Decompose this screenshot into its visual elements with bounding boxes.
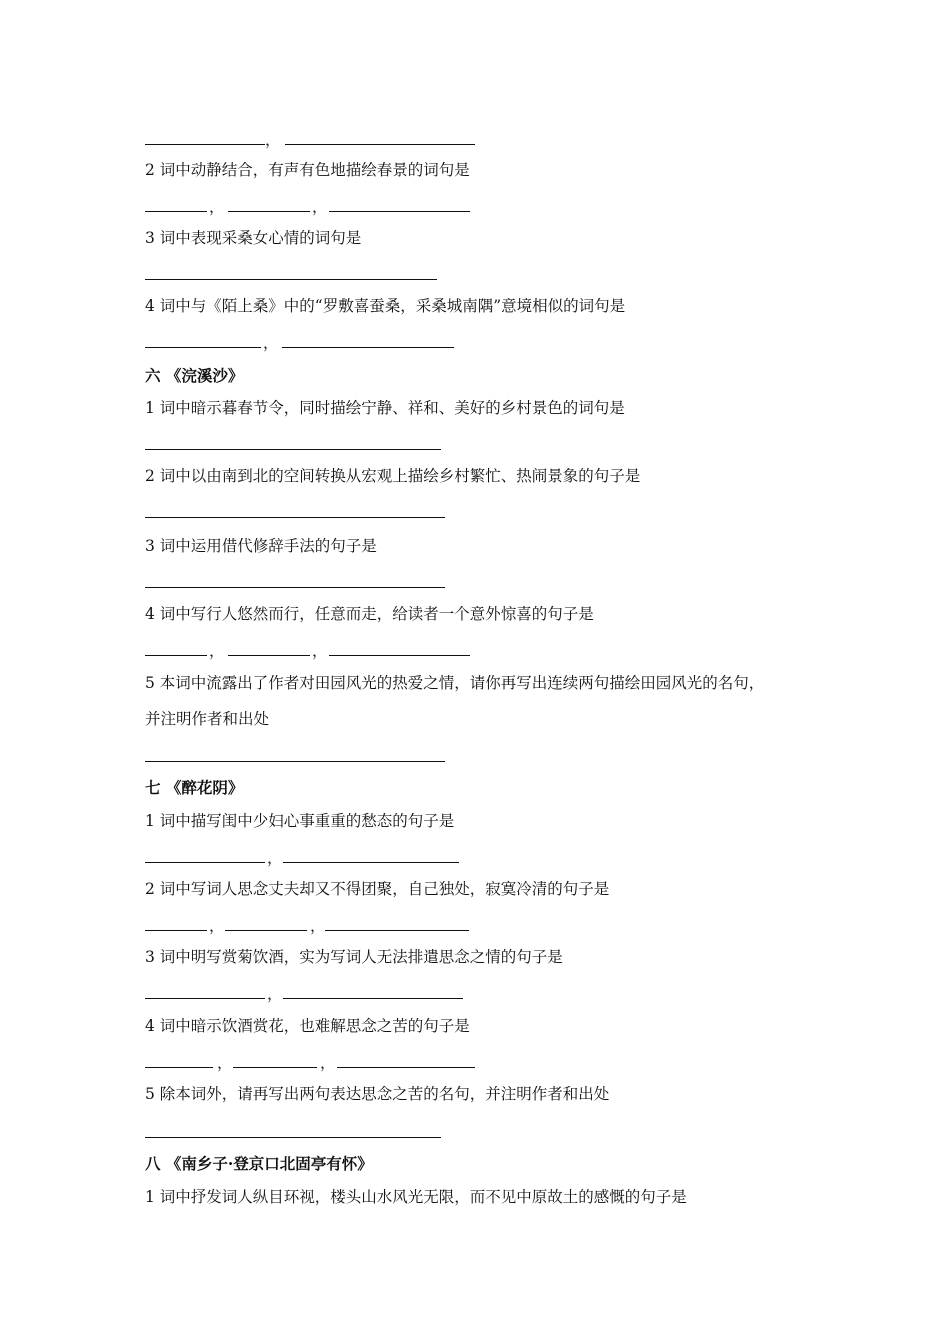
section-heading-6: 六 《浣溪沙》 (145, 366, 244, 385)
answer-blank[interactable] (329, 643, 470, 656)
answer-blank[interactable] (225, 918, 307, 931)
question-s6-q5-line1: 5 本词中流露出了作者对田园风光的热爱之情，请你再写出连续两句描绘田园风光的名句， (145, 674, 765, 692)
question-s6-q5-line2: 并注明作者和出处 (145, 710, 270, 728)
question-s7-q4: 4 词中暗示饮酒赏花，也难解思念之苦的句子是 (145, 1017, 470, 1035)
question-s6-q3: 3 词中运用借代修辞手法的句子是 (145, 537, 377, 555)
question-s5-q2: 2 词中动静结合，有声有色地描绘春景的词句是 (145, 161, 470, 179)
answer-blank[interactable] (145, 505, 445, 518)
answer-blank[interactable] (325, 918, 469, 931)
question-s6-q4: 4 词中写行人悠然而行，任意而走，给读者一个意外惊喜的句子是 (145, 605, 594, 623)
answer-blank[interactable] (145, 1055, 213, 1068)
answer-blank[interactable] (145, 643, 207, 656)
answer-blank[interactable] (145, 1125, 441, 1138)
question-s7-q5: 5 除本词外，请再写出两句表达思念之苦的名句，并注明作者和出处 (145, 1085, 610, 1103)
answer-blank[interactable] (285, 132, 475, 145)
answer-blank[interactable] (283, 850, 459, 863)
answer-blank[interactable] (145, 986, 265, 999)
answer-blank[interactable] (228, 199, 310, 212)
answer-blank[interactable] (145, 575, 445, 588)
question-s7-q3: 3 词中明写赏菊饮酒，实为写词人无法排遣思念之情的句子是 (145, 948, 563, 966)
answer-blank[interactable] (145, 267, 437, 280)
answer-blank[interactable] (145, 850, 265, 863)
answer-blank[interactable] (282, 335, 454, 348)
answer-blank[interactable] (329, 199, 470, 212)
comma-separator: ， (312, 642, 328, 660)
question-s7-q1: 1 词中描写闺中少妇心事重重的愁态的句子是 (145, 812, 455, 830)
comma-separator: ， (265, 131, 281, 149)
comma-separator: ， (209, 917, 225, 935)
answer-blank[interactable] (145, 918, 207, 931)
comma-separator: ， (263, 334, 279, 352)
answer-blank[interactable] (228, 643, 310, 656)
comma-separator: ， (209, 642, 225, 660)
answer-blank[interactable] (145, 437, 441, 450)
question-s6-q1: 1 词中暗示暮春节令，同时描绘宁静、祥和、美好的乡村景色的词句是 (145, 399, 625, 417)
comma-separator: ， (217, 1054, 233, 1072)
comma-separator: ， (312, 198, 328, 216)
question-s7-q2: 2 词中写词人思念丈夫却又不得团聚，自己独处，寂寞冷清的句子是 (145, 880, 610, 898)
section-heading-7: 七 《醉花阴》 (145, 778, 244, 797)
comma-separator: ， (320, 1054, 336, 1072)
answer-blank[interactable] (145, 199, 207, 212)
answer-blank[interactable] (283, 986, 463, 999)
answer-blank[interactable] (145, 132, 265, 145)
answer-blank[interactable] (233, 1055, 317, 1068)
comma-separator: ， (209, 198, 225, 216)
question-s8-q1: 1 词中抒发词人纵目环视，楼头山水风光无限，而不见中原故土的感慨的句子是 (145, 1188, 687, 1206)
question-s5-q4: 4 词中与《陌上桑》中的“罗敷喜蚕桑，采桑城南隅”意境相似的词句是 (145, 297, 626, 315)
answer-blank[interactable] (337, 1055, 475, 1068)
answer-blank[interactable] (145, 335, 261, 348)
question-s6-q2: 2 词中以由南到北的空间转换从宏观上描绘乡村繁忙、热闹景象的句子是 (145, 467, 641, 485)
comma-separator: ， (310, 917, 326, 935)
section-heading-8: 八 《南乡子·登京口北固亭有怀》 (145, 1154, 373, 1173)
comma-separator: ， (267, 849, 283, 867)
comma-separator: ， (267, 985, 283, 1003)
question-s5-q3: 3 词中表现采桑女心情的词句是 (145, 229, 362, 247)
answer-blank[interactable] (145, 749, 445, 762)
